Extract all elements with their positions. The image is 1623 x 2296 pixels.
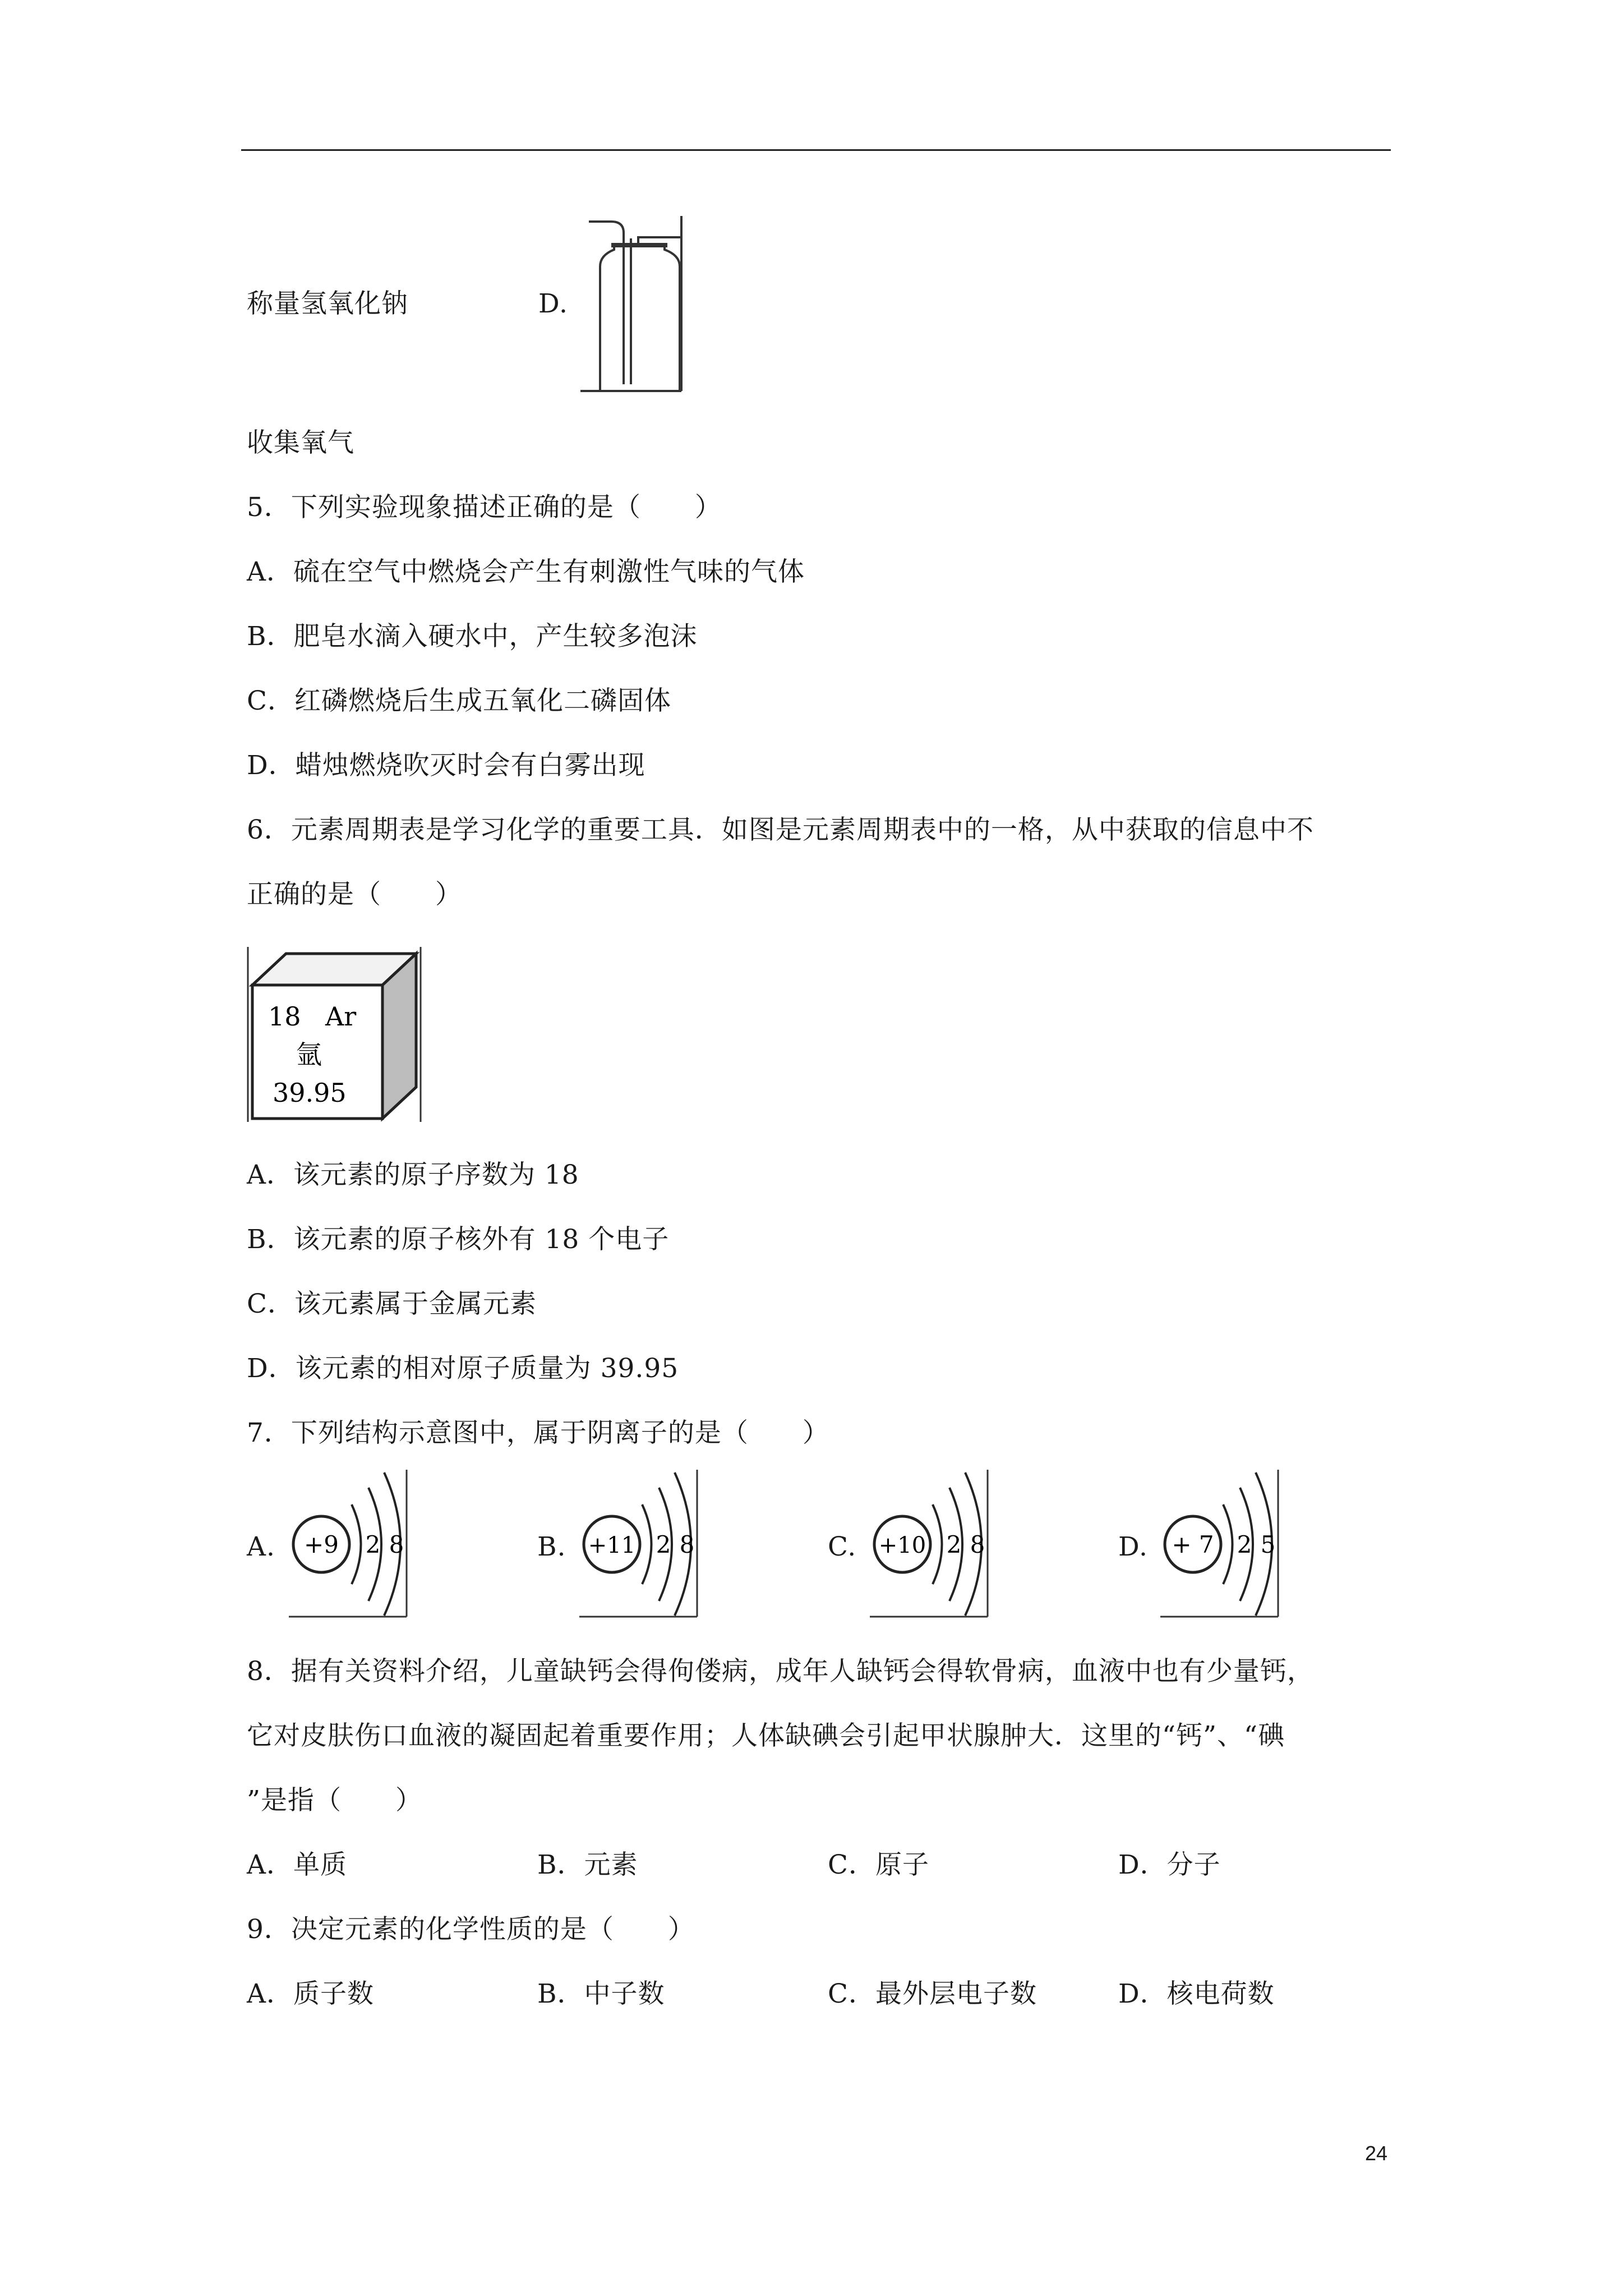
- q9-option-b: B．中子数: [537, 1978, 665, 2009]
- cell-symbol: Ar: [325, 1001, 357, 1032]
- periodic-table-cell-figure: [247, 947, 426, 1126]
- atom-structure-a: [289, 1470, 412, 1621]
- option-d-letter: D.: [538, 288, 568, 319]
- shell2-electrons: 8: [970, 1531, 985, 1558]
- header-rule: [241, 149, 1391, 151]
- shell1-electrons: 2: [1237, 1531, 1252, 1558]
- q5-option-a: A．硫在空气中燃烧会产生有刺激性气味的气体: [247, 556, 805, 587]
- q5-stem: 5．下列实验现象描述正确的是（ ）: [247, 492, 722, 523]
- shell1-electrons: 2: [365, 1531, 381, 1558]
- q8-option-a: A．单质: [247, 1849, 347, 1880]
- q7-option-d-letter: D.: [1118, 1531, 1148, 1562]
- q5-option-c: C．红磷燃烧后生成五氧化二磷固体: [247, 685, 671, 716]
- atom-structure-b: [579, 1470, 703, 1621]
- nucleus-label: +9: [304, 1531, 339, 1558]
- cell-element-name: 氩: [296, 1039, 322, 1070]
- q6-option-a: A．该元素的原子序数为 18: [247, 1159, 579, 1190]
- q7-option-b-letter: B.: [537, 1531, 566, 1562]
- shell2-electrons: 8: [389, 1531, 404, 1558]
- shell2-electrons: 5: [1260, 1531, 1276, 1558]
- q6-option-c: C．该元素属于金属元素: [247, 1289, 537, 1319]
- q7-stem: 7．下列结构示意图中，属于阴离子的是（ ）: [247, 1418, 829, 1448]
- nucleus-label: +11: [588, 1533, 636, 1558]
- shell1-electrons: 2: [656, 1531, 671, 1558]
- gas-collection-bottle-figure: [578, 216, 690, 395]
- q9-option-a: A．质子数: [247, 1978, 374, 2009]
- q6-stem-line2: 正确的是（ ）: [247, 879, 462, 910]
- q7-option-a-letter: A.: [247, 1531, 275, 1562]
- cell-atomic-mass: 39.95: [273, 1078, 347, 1108]
- q5-option-b: B．肥皂水滴入硬水中，产生较多泡沫: [247, 621, 698, 652]
- option-c-caption: 称量氢氧化钠: [247, 288, 408, 319]
- q8-stem-line3: ”是指（ ）: [247, 1785, 423, 1816]
- q8-stem-line1: 8．据有关资料介绍，儿童缺钙会得佝偻病，成年人缺钙会得软骨病，血液中也有少量钙，: [247, 1656, 1314, 1687]
- nucleus-label: + 7: [1172, 1531, 1214, 1558]
- q8-option-b: B．元素: [537, 1849, 638, 1880]
- q6-option-b: B．该元素的原子核外有 18 个电子: [247, 1224, 670, 1255]
- q9-stem: 9．决定元素的化学性质的是（ ）: [247, 1914, 695, 1945]
- q7-option-c-letter: C.: [828, 1531, 857, 1562]
- atom-structure-c: [870, 1470, 993, 1621]
- q6-option-d: D．该元素的相对原子质量为 39.95: [247, 1353, 679, 1384]
- q9-option-c: C．最外层电子数: [828, 1978, 1037, 2009]
- option-d-caption: 收集氧气: [247, 427, 354, 458]
- shell1-electrons: 2: [946, 1531, 962, 1558]
- nucleus-label: +10: [878, 1533, 926, 1558]
- page-number: 24: [1365, 2142, 1388, 2165]
- shell2-electrons: 8: [679, 1531, 695, 1558]
- q8-option-c: C．原子: [828, 1849, 929, 1880]
- q8-option-d: D．分子: [1118, 1849, 1221, 1880]
- q5-option-d: D．蜡烛燃烧吹灭时会有白雾出现: [247, 750, 645, 781]
- atom-structure-d: [1160, 1470, 1284, 1621]
- cell-atomic-number: 18: [268, 1001, 301, 1032]
- q6-stem-line1: 6．元素周期表是学习化学的重要工具．如图是元素周期表中的一格，从中获取的信息中不: [247, 815, 1314, 845]
- q9-option-d: D．核电荷数: [1118, 1978, 1275, 2009]
- q8-stem-line2: 它对皮肤伤口血液的凝固起着重要作用；人体缺碘会引起甲状腺肿大．这里的“钙”、“碘: [247, 1720, 1285, 1751]
